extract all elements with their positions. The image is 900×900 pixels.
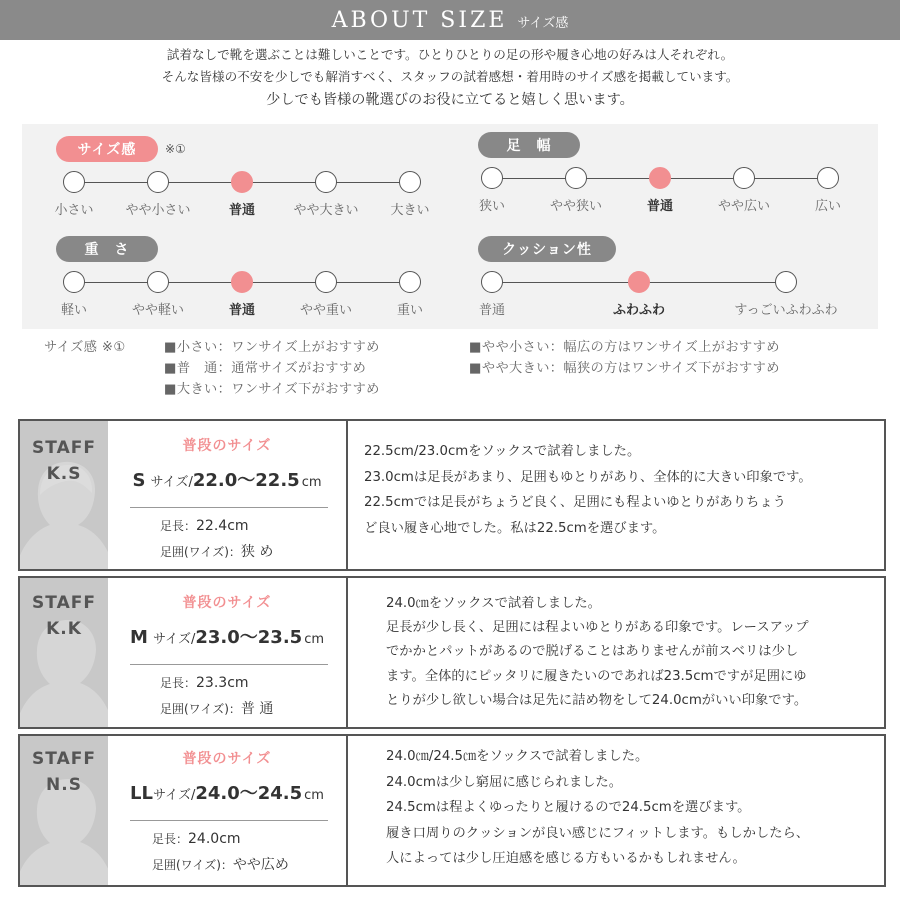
foot-width-value: やや広め [232, 857, 289, 873]
size-letter: M [130, 627, 148, 648]
foot-width-pill: 足 幅 [478, 132, 580, 158]
staff-name: K.S [46, 464, 82, 484]
comment-line: 24.0cmは少し窮屈に感じられました。 [386, 774, 623, 790]
scale-label: すっごいふわふわ [734, 303, 838, 318]
intro-line-3: 少しでも皆様の靴選びのお役に立てると嬉しく思います。 [266, 92, 634, 108]
foot-length [152, 830, 241, 847]
scale-label: 普通 [228, 303, 256, 318]
scale-dot [481, 167, 503, 189]
staff-comment [386, 744, 809, 872]
usual-size [108, 466, 346, 492]
foot-length-label: 足長： [152, 832, 189, 846]
note-slightly-small: ■やや小さい：幅広の方はワンサイズ上がおすすめ [469, 340, 780, 355]
scale-dot [817, 167, 839, 189]
scale-label: やや小さい [125, 203, 191, 218]
scale-label: 普通 [478, 303, 506, 318]
comment-line: 22.5cmでは足長がちょうど良く、足囲にも程よいゆとりがありちょう [364, 495, 786, 510]
scale-label: 小さい [54, 203, 94, 218]
size-feel-pill: サイズ感 [56, 136, 158, 162]
comment-line: とりが少し欲しい場合は足先に詰め物をして24.0cmがいい印象です。 [386, 692, 808, 708]
rating-panel [22, 124, 878, 329]
size-feel-note: ※① [165, 142, 186, 156]
staff-label: STAFF [32, 593, 96, 613]
comment-line: でかかとパットがあるので脱げることはありませんが前スベリは少し [386, 644, 799, 660]
column-divider [346, 736, 348, 885]
staff-card-ks [18, 419, 886, 571]
note-normal: ■普 通：通常サイズがおすすめ [164, 361, 367, 376]
scale-label: 狭い [478, 199, 506, 214]
staff-size-info [108, 736, 346, 885]
staff-photo-area [20, 578, 108, 727]
scale-dot [775, 271, 797, 293]
comment-line: 履き口周りのクッションが良い感じにフィットします。もしかしたら、 [386, 825, 810, 841]
scale-label: やや軽い [131, 303, 185, 318]
staff-label: STAFF [32, 749, 96, 769]
scale-label: 大きい [390, 203, 430, 218]
scale-dot [481, 271, 503, 293]
comment-line: 24.0㎝/24.5㎝をソックスで試着しました。 [386, 749, 649, 764]
comment-line: 人によっては少し圧迫感を感じる方もいるかもしれません。 [386, 851, 746, 866]
scale-dot-selected [628, 271, 650, 293]
staff-photo-area [20, 421, 108, 569]
size-word: サイズ/ [153, 632, 196, 647]
staff-size-info [108, 578, 346, 727]
scale-dot [315, 271, 337, 293]
staff-size-info [108, 421, 346, 569]
foot-length-label: 足長： [160, 519, 197, 533]
scale-dot [565, 167, 587, 189]
foot-length-value: 23.3cm [196, 675, 249, 691]
staff-name: N.S [46, 775, 82, 795]
scale-dot [733, 167, 755, 189]
size-range: 23.0〜23.5 [195, 627, 303, 648]
size-unit: cm [304, 788, 324, 803]
header-subtitle: サイズ感 [517, 15, 569, 31]
size-unit: cm [301, 475, 322, 490]
size-notes-right [469, 337, 780, 379]
comment-line: 24.0㎝をソックスで試着しました。 [386, 596, 601, 611]
scale-dot [147, 271, 169, 293]
size-notes-prefix: サイズ感 ※① [44, 340, 126, 355]
scale-label: ふわふわ [612, 303, 666, 318]
comment-line: 24.5cmは程よくゆったりと履けるので24.5cmを選びます。 [386, 800, 751, 815]
staff-label: STAFF [32, 438, 96, 458]
size-range: 24.0〜24.5 [195, 783, 303, 804]
scale-dot [399, 271, 421, 293]
staff-comment [364, 439, 812, 541]
header-title: ABOUT SIZE [331, 7, 508, 33]
scale-label: やや重い [299, 303, 353, 318]
note-small: ■小さい：ワンサイズ上がおすすめ [164, 340, 380, 355]
size-notes-left [164, 337, 380, 400]
staff-photo-area [20, 736, 108, 885]
intro-line-2: そんな皆様の不安を少しでも解消すべく、スタッフの試着感想・着用時のサイズ感を掲載しています。 [161, 69, 739, 84]
column-divider [346, 578, 348, 727]
foot-width [160, 541, 273, 561]
usual-size-label: 普段のサイズ [182, 751, 272, 767]
staff-name: K.K [46, 619, 82, 639]
size-word: サイズ/ [150, 475, 193, 490]
usual-size [108, 779, 346, 805]
scale-label: 広い [814, 199, 842, 214]
intro-line-1: 試着なしで靴を選ぶことは難しいことです。ひとりひとりの足の形や履き心地の好みは人それぞれ。 [166, 47, 734, 62]
weight-pill: 重 さ [56, 236, 158, 262]
comment-line: 22.5cm/23.0cmをソックスで試着しました。 [364, 444, 641, 459]
column-divider [346, 421, 348, 569]
foot-width-label: 足囲(ワイズ)： [160, 702, 241, 716]
staff-comment [386, 592, 809, 713]
scale-label: 普通 [228, 203, 256, 218]
scale-dot [315, 171, 337, 193]
scale-label: やや大きい [293, 203, 359, 218]
scale-label: 軽い [60, 303, 88, 318]
scale-label: やや広い [717, 199, 771, 214]
foot-length-label: 足長： [160, 676, 197, 690]
divider [130, 507, 328, 508]
foot-length [160, 517, 249, 534]
size-word: サイズ/ [152, 788, 196, 803]
intro-text [0, 44, 900, 112]
foot-length [160, 674, 249, 691]
usual-size [108, 623, 346, 649]
scale-label: 普通 [646, 199, 674, 214]
foot-width-label: 足囲(ワイズ)： [152, 858, 233, 872]
comment-line: 足長が少し長く、足囲には程よいゆとりがある印象です。レースアップ [386, 620, 809, 636]
foot-width-value: 普 通 [240, 701, 274, 717]
scale-dot [399, 171, 421, 193]
size-letter: LL [130, 783, 153, 804]
scale-label: 重い [396, 303, 424, 318]
usual-size-label: 普段のサイズ [182, 595, 272, 611]
staff-card-kk [18, 576, 886, 729]
scale-dot [63, 171, 85, 193]
usual-size-label: 普段のサイズ [182, 438, 272, 454]
foot-length-value: 22.4cm [196, 518, 249, 534]
note-slightly-large: ■やや大きい：幅狭の方はワンサイズ下がおすすめ [469, 361, 780, 376]
staff-card-ns [18, 734, 886, 887]
foot-width-value: 狭 め [240, 544, 274, 560]
divider [130, 664, 328, 665]
scale-dot-selected [231, 171, 253, 193]
foot-width [160, 698, 273, 718]
scale-dot [147, 171, 169, 193]
scale-dot-selected [231, 271, 253, 293]
cushion-pill: クッション性 [478, 236, 616, 262]
foot-width [152, 854, 289, 874]
page-header [0, 0, 900, 40]
foot-length-value: 24.0cm [188, 831, 241, 847]
comment-line: ます。全体的にピッタリに履きたいのであれば23.5cmですが足囲にゆ [386, 668, 807, 684]
comment-line: 23.0cmは足長があまり、足囲もゆとりがあり、全体的に大きい印象です。 [364, 469, 812, 485]
note-large: ■大きい：ワンサイズ下がおすすめ [164, 382, 380, 397]
size-range: 22.0〜22.5 [192, 470, 300, 491]
scale-label: やや狭い [549, 199, 603, 214]
scale-dot [63, 271, 85, 293]
size-unit: cm [304, 632, 324, 647]
scale-dot-selected [649, 167, 671, 189]
foot-width-label: 足囲(ワイズ)： [160, 545, 241, 559]
comment-line: ど良い履き心地でした。私は22.5cmを選びます。 [364, 520, 666, 536]
size-letter: S [132, 470, 146, 491]
divider [130, 820, 328, 821]
